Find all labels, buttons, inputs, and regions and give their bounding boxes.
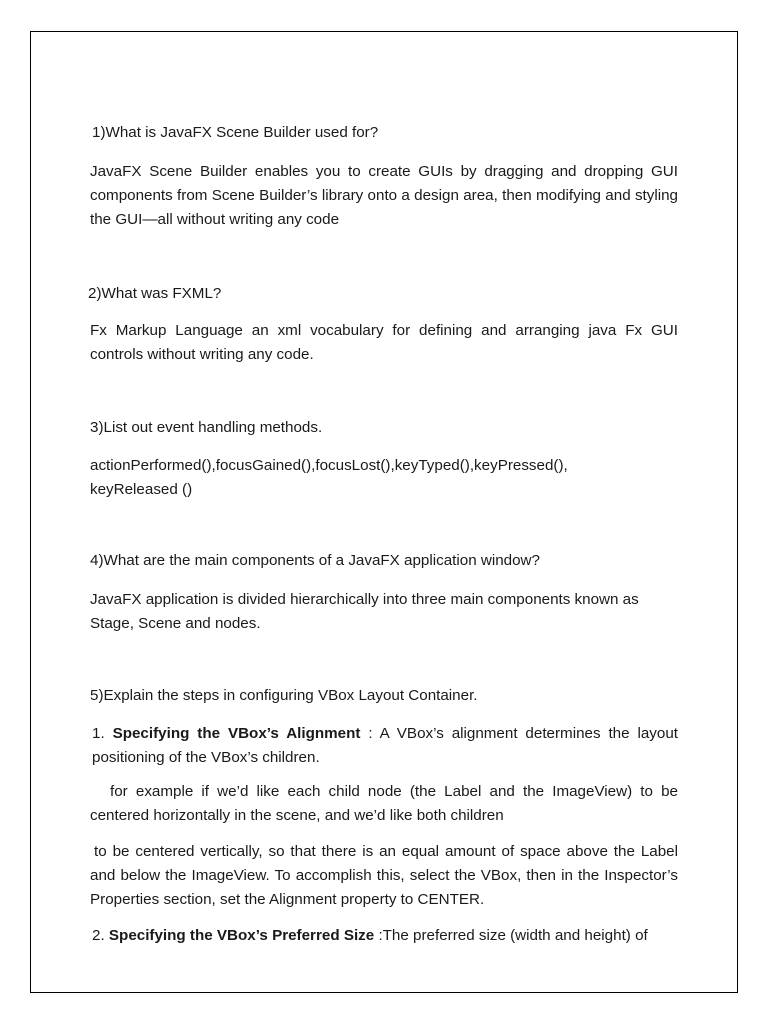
step-2 (92, 924, 678, 948)
step-1-text: : A VBox’s alignment determines the layout positioning of the VBox’s children. (92, 725, 678, 766)
answer-1: JavaFX Scene Builder enables you to create GUIs by dragging and dropping GUI components from Scene Builder’s library onto a design area, then modifying and styling the GUI—all without writing any code (90, 163, 678, 228)
step-2-title: Specifying the VBox’s Preferred Size (108, 927, 375, 944)
answer-4: JavaFX application is divided hierarchically into three main components known as Stage, Scene and nodes. (90, 591, 639, 632)
step-2-number: 2. (92, 927, 105, 944)
step-1-number: 1. (92, 725, 105, 742)
question-4: 4)What are the main components of a JavaFX application window? (90, 552, 540, 569)
step-1 (92, 722, 678, 770)
answer-2: Fx Markup Language an xml vocabulary for defining and arranging java Fx GUI controls without writing any code. (90, 322, 678, 363)
step-1-continued: to be centered vertically, so that there is an equal amount of space above the Label and below the ImageView. To accomplish this, select the VBox, then in the Inspector’s Properties section, set the Alignment property to CENTER. (90, 843, 678, 908)
step-1-example: for example if we’d like each child node (the Label and the ImageView) to be centered horizontally in the scene, and we’d like both children (90, 783, 678, 824)
question-5: 5)Explain the steps in configuring VBox Layout Container. (90, 687, 478, 704)
question-2: 2)What was FXML? (88, 285, 222, 302)
step-1-title: Specifying the VBox’s Alignment (112, 725, 361, 742)
question-1: 1)What is JavaFX Scene Builder used for? (92, 124, 379, 141)
answer-3-line-1: actionPerformed(),focusGained(),focusLost(),keyTyped(),keyPressed(), (90, 457, 568, 474)
step-2-text: :The preferred size (width and height) of (374, 927, 648, 944)
question-3: 3)List out event handling methods. (90, 419, 323, 436)
answer-3-line-2: keyReleased () (90, 481, 193, 498)
